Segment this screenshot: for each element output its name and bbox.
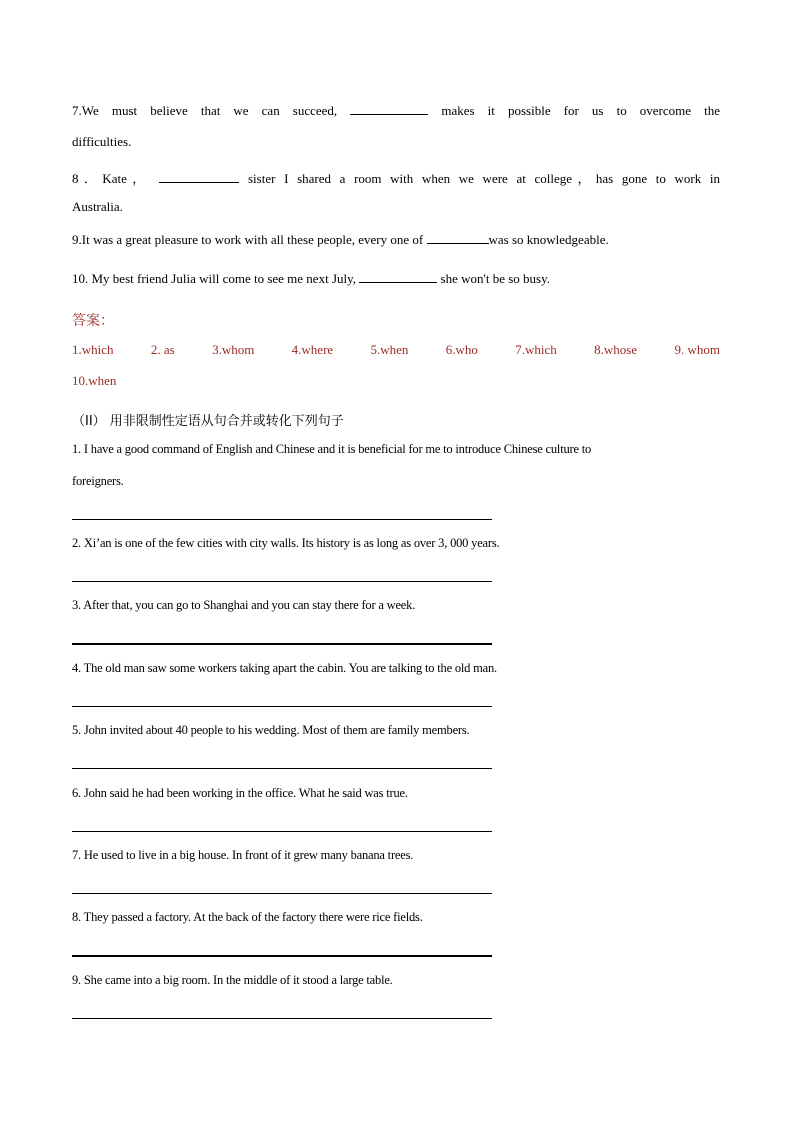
answer-blank[interactable]	[359, 281, 437, 283]
question-9	[72, 232, 720, 248]
answer-line[interactable]	[72, 893, 492, 894]
answer-line[interactable]	[72, 831, 492, 832]
question-10-before: 10. My best friend Julia will come to see me next July,	[72, 271, 357, 286]
answer-blank[interactable]	[427, 242, 489, 244]
answer-line[interactable]	[72, 519, 492, 520]
question-10-after: she won't be so busy.	[440, 271, 550, 286]
rewrite-question-1-cont: foreigners.	[72, 474, 124, 488]
answer-line[interactable]	[72, 1018, 492, 1019]
question-8-after: sister I shared a room with when we were at college，has gone to work in	[247, 171, 721, 186]
answer-line[interactable]	[72, 581, 492, 582]
rewrite-question-3: 3. After that, you can go to Shanghai and you can stay there for a week.	[72, 598, 416, 612]
answer-item: 6.who	[445, 342, 478, 357]
question-7-cont: difficulties.	[72, 134, 132, 149]
answers-row	[72, 342, 720, 358]
question-8	[72, 168, 720, 187]
rewrite-question-9: 9. She came into a big room. In the middle of it stood a large table.	[72, 973, 393, 987]
rewrite-question-1: 1. I have a good command of English and Chinese and it is beneficial for me to introduce Chinese culture to	[72, 442, 592, 456]
rewrite-question-6: 6. John said he had been working in the office. What he said was true.	[72, 786, 408, 800]
question-9-after: was so knowledgeable.	[488, 232, 609, 247]
answer-item: 7.which	[515, 342, 557, 357]
answer-item: 8.whose	[594, 342, 638, 357]
section-2-title: （II） 用非限制性定语从句合并或转化下列句子	[72, 414, 344, 429]
answer-line[interactable]	[72, 643, 492, 645]
answer-item: 3.whom	[212, 342, 255, 357]
question-8-cont: Australia.	[72, 199, 123, 214]
question-7-after: makes it possible for us to overcome the	[441, 103, 721, 118]
rewrite-question-4: 4. The old man saw some workers taking apart the cabin. You are talking to the old man.	[72, 661, 497, 675]
answers-label: 答案：	[72, 313, 114, 329]
question-7-before: 7.We must believe that we can succeed,	[72, 103, 338, 118]
answer-item: 5.when	[370, 342, 409, 357]
question-8-before: 8．Kate，	[72, 171, 151, 186]
answer-item: 1.which	[72, 342, 114, 357]
answer-item-last: 10.when	[72, 373, 117, 388]
answer-blank[interactable]	[159, 181, 239, 183]
rewrite-question-8: 8. They passed a factory. At the back of the factory there were rice fields.	[72, 910, 423, 924]
rewrite-question-2: 2. Xi’an is one of the few cities with city walls. Its history is as long as over 3, 000 years.	[72, 536, 500, 550]
answer-item: 9. whom	[674, 342, 720, 357]
answer-item: 4.where	[291, 342, 334, 357]
question-10	[72, 271, 720, 287]
rewrite-question-7: 7. He used to live in a big house. In front of it grew many banana trees.	[72, 848, 414, 862]
question-7	[72, 103, 720, 119]
answer-item: 2. as	[150, 342, 175, 357]
answer-line[interactable]	[72, 706, 492, 707]
answer-line[interactable]	[72, 955, 492, 957]
rewrite-question-5: 5. John invited about 40 people to his wedding. Most of them are family members.	[72, 723, 470, 737]
question-9-before: 9.It was a great pleasure to work with all these people, every one of	[72, 232, 424, 247]
answer-blank[interactable]	[350, 113, 428, 115]
answer-line[interactable]	[72, 768, 492, 769]
